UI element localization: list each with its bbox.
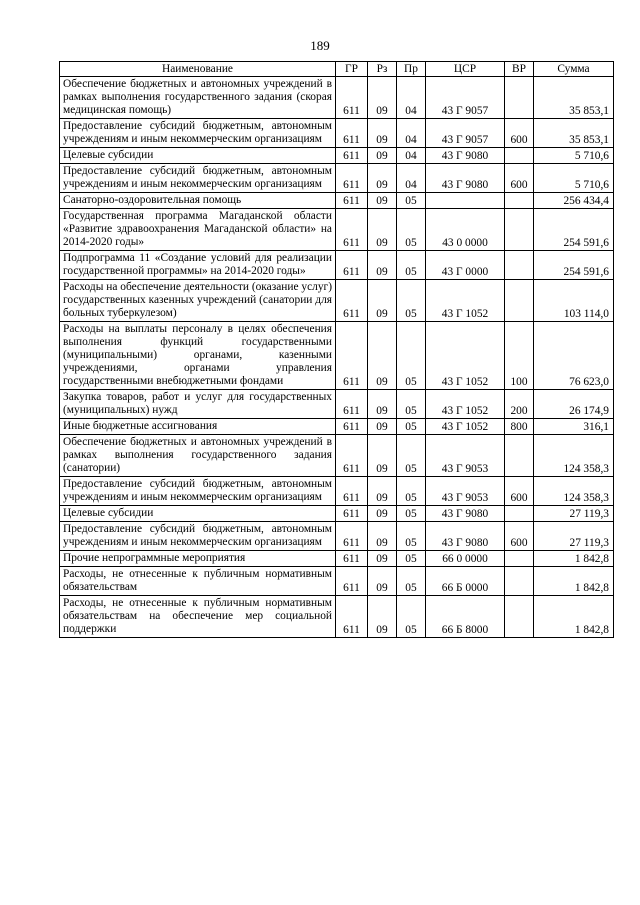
cell-rz: 09: [368, 477, 397, 506]
cell-gr: 611: [336, 193, 368, 209]
table-row: [60, 390, 614, 419]
cell-sum: 1 842,8: [534, 551, 614, 567]
cell-pr: 05: [397, 596, 426, 638]
cell-name: Государственная программа Магаданской области «Развитие здравоохранения Магаданской области» на 2014-2020 годы»: [60, 209, 336, 251]
header-rz: Рз: [368, 62, 397, 77]
table-row: [60, 193, 614, 209]
cell-pr: 05: [397, 506, 426, 522]
cell-gr: 611: [336, 435, 368, 477]
table-row: [60, 280, 614, 322]
cell-pr: 05: [397, 551, 426, 567]
cell-name: Расходы на обеспечение деятельности (оказание услуг) государственных казенных учреждений (санатории для больных туберкулезом): [60, 280, 336, 322]
cell-rz: 09: [368, 193, 397, 209]
cell-sum: 35 853,1: [534, 77, 614, 119]
table-row: [60, 551, 614, 567]
cell-rz: 09: [368, 280, 397, 322]
cell-pr: 05: [397, 280, 426, 322]
cell-pr: 05: [397, 522, 426, 551]
cell-vr: [505, 551, 534, 567]
cell-name: Расходы, не отнесенные к публичным нормативным обязательствам на обеспечение мер социальной поддержки: [60, 596, 336, 638]
cell-sum: 254 591,6: [534, 209, 614, 251]
cell-vr: [505, 435, 534, 477]
cell-name: Иные бюджетные ассигнования: [60, 419, 336, 435]
cell-csr: [426, 193, 505, 209]
cell-pr: 05: [397, 209, 426, 251]
cell-gr: 611: [336, 390, 368, 419]
cell-gr: 611: [336, 280, 368, 322]
cell-csr: 66 Б 8000: [426, 596, 505, 638]
cell-rz: 09: [368, 251, 397, 280]
cell-sum: 124 358,3: [534, 435, 614, 477]
cell-vr: 100: [505, 322, 534, 390]
cell-pr: 05: [397, 193, 426, 209]
header-pr: Пр: [397, 62, 426, 77]
cell-pr: 04: [397, 119, 426, 148]
cell-csr: 43 Г 1052: [426, 322, 505, 390]
header-vr: ВР: [505, 62, 534, 77]
table-row: [60, 419, 614, 435]
cell-gr: 611: [336, 77, 368, 119]
cell-rz: 09: [368, 551, 397, 567]
budget-table: [59, 61, 614, 638]
cell-csr: 43 Г 9057: [426, 119, 505, 148]
table-row: [60, 522, 614, 551]
cell-rz: 09: [368, 435, 397, 477]
cell-pr: 04: [397, 164, 426, 193]
cell-rz: 09: [368, 119, 397, 148]
cell-sum: 1 842,8: [534, 567, 614, 596]
cell-rz: 09: [368, 522, 397, 551]
cell-name: Расходы на выплаты персоналу в целях обеспечения выполнения функций государственными (муниципальными) органами, казенными учреждениями, органами управления государственными внебюджетными фондами: [60, 322, 336, 390]
cell-sum: 124 358,3: [534, 477, 614, 506]
cell-pr: 05: [397, 251, 426, 280]
cell-gr: 611: [336, 209, 368, 251]
cell-vr: [505, 596, 534, 638]
cell-vr: [505, 567, 534, 596]
cell-vr: 600: [505, 164, 534, 193]
cell-pr: 04: [397, 77, 426, 119]
cell-rz: 09: [368, 506, 397, 522]
table-row: [60, 477, 614, 506]
cell-gr: 611: [336, 148, 368, 164]
cell-name: Санаторно-оздоровительная помощь: [60, 193, 336, 209]
cell-csr: 43 Г 1052: [426, 390, 505, 419]
cell-gr: 611: [336, 119, 368, 148]
cell-name: Прочие непрограммные мероприятия: [60, 551, 336, 567]
header-name: Наименование: [60, 62, 336, 77]
cell-vr: [505, 506, 534, 522]
cell-name: Предоставление субсидий бюджетным, автономным учреждениям и иным некоммерческим организациям: [60, 164, 336, 193]
cell-sum: 256 434,4: [534, 193, 614, 209]
cell-csr: 43 Г 1052: [426, 280, 505, 322]
cell-gr: 611: [336, 596, 368, 638]
page-number: 189: [310, 38, 330, 53]
cell-vr: [505, 148, 534, 164]
cell-gr: 611: [336, 551, 368, 567]
cell-sum: 5 710,6: [534, 148, 614, 164]
cell-name: Обеспечение бюджетных и автономных учреждений в рамках выполнения государственного задания (санатории): [60, 435, 336, 477]
cell-name: Предоставление субсидий бюджетным, автономным учреждениям и иным некоммерческим организациям: [60, 477, 336, 506]
cell-name: Расходы, не отнесенные к публичным нормативным обязательствам: [60, 567, 336, 596]
cell-sum: 26 174,9: [534, 390, 614, 419]
cell-gr: 611: [336, 567, 368, 596]
cell-vr: 800: [505, 419, 534, 435]
cell-name: Целевые субсидии: [60, 148, 336, 164]
cell-rz: 09: [368, 390, 397, 419]
cell-rz: 09: [368, 596, 397, 638]
cell-rz: 09: [368, 164, 397, 193]
table-row: [60, 435, 614, 477]
cell-rz: 09: [368, 77, 397, 119]
cell-sum: 316,1: [534, 419, 614, 435]
header-gr: ГР: [336, 62, 368, 77]
cell-csr: 43 Г 9080: [426, 522, 505, 551]
table-row: [60, 506, 614, 522]
cell-sum: 76 623,0: [534, 322, 614, 390]
cell-vr: 600: [505, 477, 534, 506]
cell-rz: 09: [368, 322, 397, 390]
table-row: [60, 119, 614, 148]
cell-vr: 200: [505, 390, 534, 419]
cell-pr: 05: [397, 477, 426, 506]
cell-csr: 43 Г 1052: [426, 419, 505, 435]
cell-gr: 611: [336, 419, 368, 435]
cell-pr: 05: [397, 390, 426, 419]
cell-csr: 43 Г 0000: [426, 251, 505, 280]
cell-vr: [505, 209, 534, 251]
cell-gr: 611: [336, 477, 368, 506]
cell-sum: 254 591,6: [534, 251, 614, 280]
cell-csr: 66 Б 0000: [426, 567, 505, 596]
table-row: [60, 77, 614, 119]
table-row: [60, 596, 614, 638]
cell-gr: 611: [336, 322, 368, 390]
header-csr: ЦСР: [426, 62, 505, 77]
cell-gr: 611: [336, 522, 368, 551]
table-body: [60, 77, 614, 638]
table-row: [60, 322, 614, 390]
cell-name: Предоставление субсидий бюджетным, автономным учреждениям и иным некоммерческим организациям: [60, 119, 336, 148]
cell-vr: [505, 77, 534, 119]
cell-pr: 05: [397, 567, 426, 596]
cell-csr: 43 0 0000: [426, 209, 505, 251]
cell-csr: 66 0 0000: [426, 551, 505, 567]
header-sum: Сумма: [534, 62, 614, 77]
cell-sum: 27 119,3: [534, 506, 614, 522]
cell-name: Целевые субсидии: [60, 506, 336, 522]
cell-vr: [505, 280, 534, 322]
cell-pr: 05: [397, 322, 426, 390]
cell-csr: 43 Г 9080: [426, 148, 505, 164]
cell-name: Подпрограмма 11 «Создание условий для реализации государственной программы» на 2014-2020 годы»: [60, 251, 336, 280]
cell-sum: 1 842,8: [534, 596, 614, 638]
cell-gr: 611: [336, 251, 368, 280]
table-row: [60, 164, 614, 193]
cell-csr: 43 Г 9053: [426, 477, 505, 506]
cell-csr: 43 Г 9053: [426, 435, 505, 477]
table-row: [60, 148, 614, 164]
cell-csr: 43 Г 9080: [426, 164, 505, 193]
cell-vr: [505, 193, 534, 209]
header-row: [60, 62, 614, 77]
cell-sum: 5 710,6: [534, 164, 614, 193]
cell-sum: 27 119,3: [534, 522, 614, 551]
cell-sum: 35 853,1: [534, 119, 614, 148]
cell-sum: 103 114,0: [534, 280, 614, 322]
cell-vr: [505, 251, 534, 280]
cell-gr: 611: [336, 164, 368, 193]
cell-rz: 09: [368, 567, 397, 596]
cell-pr: 05: [397, 419, 426, 435]
table-row: [60, 209, 614, 251]
cell-vr: 600: [505, 119, 534, 148]
cell-rz: 09: [368, 419, 397, 435]
cell-csr: 43 Г 9057: [426, 77, 505, 119]
cell-gr: 611: [336, 506, 368, 522]
table-row: [60, 567, 614, 596]
cell-rz: 09: [368, 209, 397, 251]
cell-name: Предоставление субсидий бюджетным, автономным учреждениям и иным некоммерческим организациям: [60, 522, 336, 551]
cell-vr: 600: [505, 522, 534, 551]
cell-pr: 04: [397, 148, 426, 164]
cell-pr: 05: [397, 435, 426, 477]
table-row: [60, 251, 614, 280]
cell-name: Закупка товаров, работ и услуг для государственных (муниципальных) нужд: [60, 390, 336, 419]
cell-rz: 09: [368, 148, 397, 164]
cell-csr: 43 Г 9080: [426, 506, 505, 522]
table-header: [60, 62, 614, 77]
cell-name: Обеспечение бюджетных и автономных учреждений в рамках выполнения государственного задания (скорая медицинская помощь): [60, 77, 336, 119]
